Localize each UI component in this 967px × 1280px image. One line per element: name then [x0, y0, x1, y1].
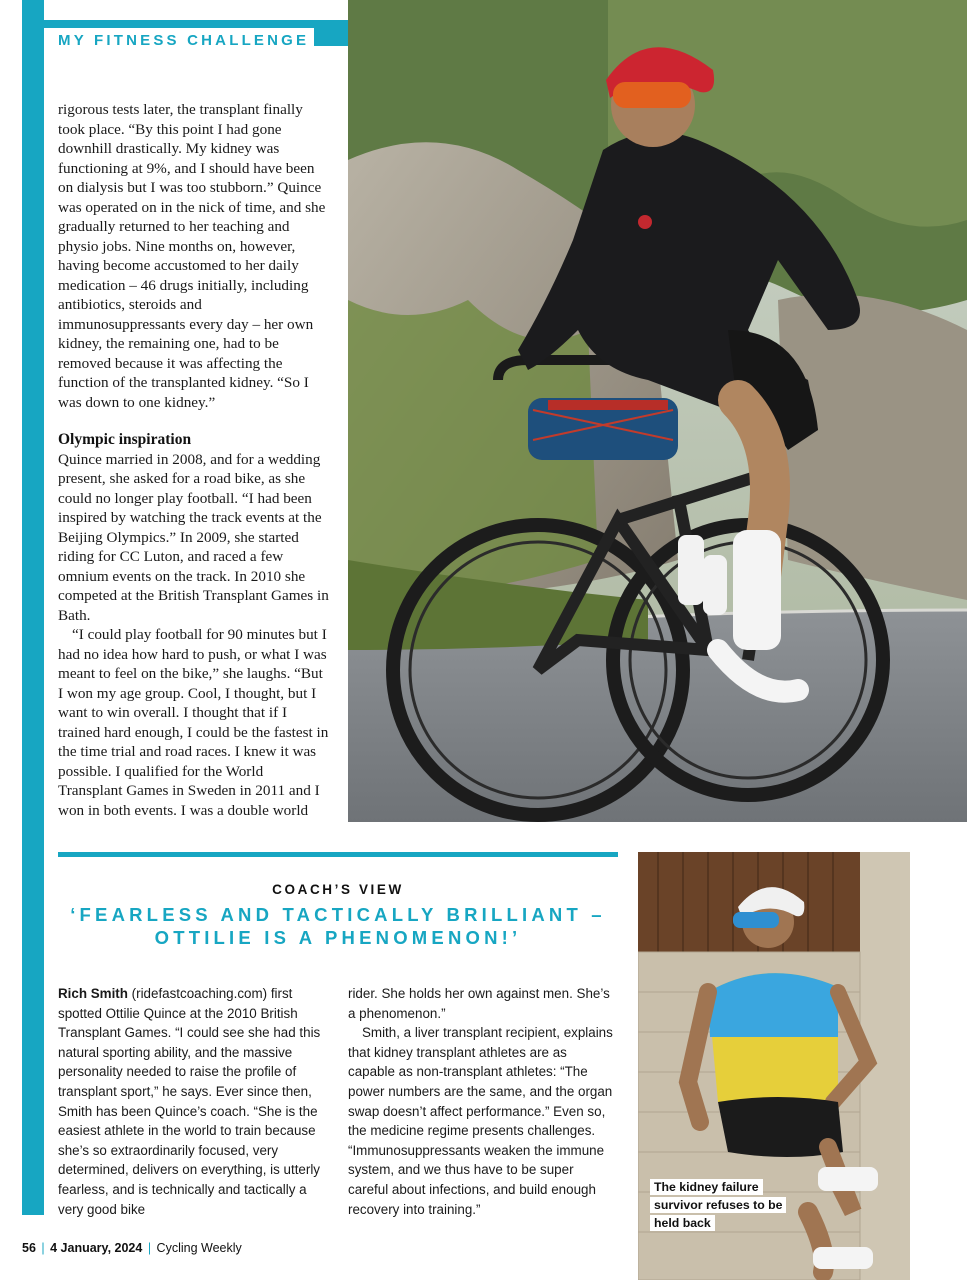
issue-date: 4 January, 2024	[50, 1241, 143, 1255]
section-tag	[44, 28, 314, 60]
coach-paragraph: Smith, a liver transplant recipient, explains that kidney transplant athletes are as capable as non-transplant athletes: “The power numbers are the same, and the organ swap doesn’t affect performance.” Even so, the medicine regime presents challenges. “Immunosuppressants weaken the immune system, and we thus have to be super careful about infections, and build enough recovery into training.”	[348, 1025, 613, 1217]
article-body	[58, 100, 330, 820]
magazine-name: Cycling Weekly	[156, 1241, 242, 1255]
coach-name: Rich Smith	[58, 986, 128, 1001]
coach-column-2	[348, 984, 616, 1219]
coach-paragraph: rider. She holds her own against men. She’s a phenomenon.”	[348, 986, 610, 1021]
article-subhead: Olympic inspiration	[58, 431, 192, 448]
accent-bar-left	[22, 0, 44, 1215]
article-paragraph: rigorous tests later, the transplant finally took place. “By this point I had gone downhill drastically. My kidney was functioning at 9%, and I should have been on dialysis but I was too stubborn.” Quince was operated on in the nick of time, and she gradually returned to her teaching and physio jobs. Nine months on, however, having become accustomed to her daily medication – 46 drugs initially, including antibiotics, steroids and immunosuppressants every day – her own kidney, the remaining one, had to be removed because it was affecting the function of the transplanted kidney. “So I was down to one kidney.”	[58, 101, 326, 411]
coach-paragraph	[58, 984, 326, 1219]
coach-divider	[58, 852, 618, 857]
coach-kicker: COACH’S VIEW	[272, 882, 404, 897]
footer-separator: |	[147, 1241, 152, 1255]
photo-caption	[650, 1178, 810, 1232]
coach-column-1	[58, 984, 326, 1219]
page-footer	[22, 1241, 242, 1255]
photo-caption-text: The kidney failure survivor refuses to be held back	[650, 1179, 786, 1231]
section-tag-label: MY FITNESS CHALLENGE	[58, 32, 310, 49]
page-number: 56	[22, 1241, 36, 1255]
main-cyclist-photo	[348, 0, 967, 822]
article-paragraph: Quince married in 2008, and for a wedding present, she asked for a road bike, as she could no longer play football. “I had been inspired by watching the track events at the Beijing Olympics.” In 2009, she started riding for CC Luton, and raced a few omnium events on the track. In 2010 she competed at the British Transplant Games in Bath.	[58, 450, 329, 624]
coach-text: (ridefastcoaching.com) first spotted Ottilie Quince at the 2010 British Transplant Games. “I could see she had this natural sporting ability, and the massive personality needed to raise the profile of transplant sport,” he says. Ever since then, Smith has been Quince’s coach. “She is the easiest athlete in the world to train because she’s so extraordinarily focused, very determined, delivers on everything, is utterly fearless, and is technically and tactically a very good bike	[58, 986, 321, 1217]
footer-separator: |	[41, 1241, 45, 1255]
coach-pull-quote: ‘FEARLESS AND TACTICALLY BRILLIANT – OTTILIE IS A PHENOMENON!’	[70, 904, 606, 948]
article-paragraph: “I could play football for 90 minutes but I had no idea how hard to push, or what I was meant to feel on the bike,” she laughs. “But I won my age group. Cool, I thought, but I want to win overall. I thought that if I trained hard enough, I could be the fastest in the time trial and road races. I knew it was possible. I qualified for the World Transplant Games in Sweden in 2011 and I won in both events. I was a double world	[58, 626, 329, 819]
